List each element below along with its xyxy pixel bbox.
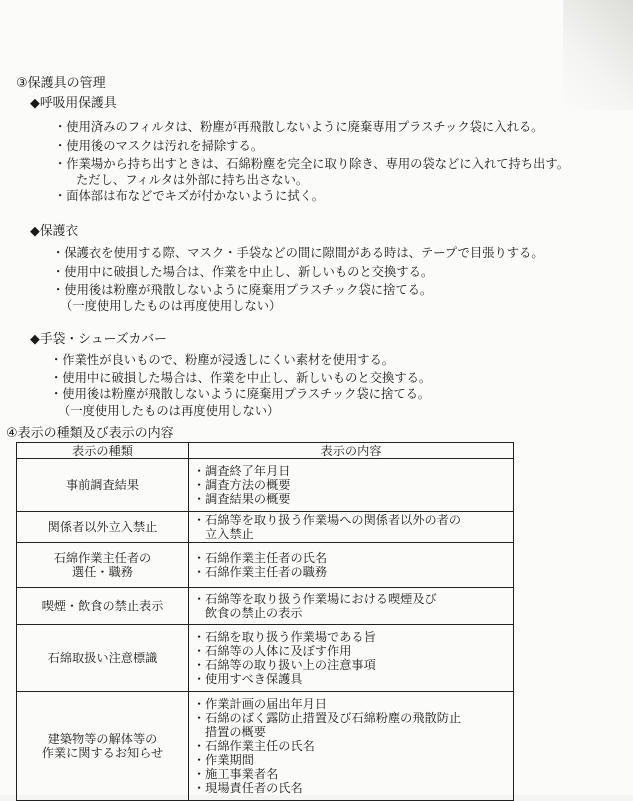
clothing-heading: ◆保護衣: [30, 224, 79, 239]
kind-text: 作業に関するお知らせ: [41, 746, 164, 760]
row-content: [189, 512, 514, 543]
table-row: [17, 512, 514, 543]
respirator-heading: ◆呼吸用保護具: [30, 96, 117, 111]
clothing-item-4: （一度使用したものは再度使用しない）: [60, 299, 282, 313]
clothing-item-2: ・使用中に破損した場合は、作業を中止し、新しいものと交換する。: [52, 265, 434, 279]
table-row: [17, 543, 514, 588]
content-line: ・使用すべき保護具: [193, 672, 303, 686]
clothing-item-3: ・使用後は粉塵が飛散しないように廃棄用プラスチック袋に捨てる。: [52, 283, 433, 297]
content-line: ・調査結果の概要: [193, 492, 291, 506]
section-3-title: ③保護具の管理: [16, 76, 106, 91]
respirator-item-3: ・作業場から持ち出すときは、石綿粉塵を完全に取り除き、専用の袋などに入れて持ち出す。: [54, 157, 569, 171]
gloves-heading: ◆手袋・シューズカバー: [30, 332, 167, 347]
respirator-item-3-cont: ただし、フィルタは外部に持ち出さない。: [76, 173, 309, 187]
content-line: ・石綿等を取り扱う作業場における喫煙及び: [193, 592, 437, 606]
respirator-item-4: ・面体部は布などでキズが付かないように拭く。: [54, 189, 325, 203]
content-line: ・石綿作業主任者の氏名: [193, 551, 328, 565]
row-kind: [17, 588, 189, 625]
respirator-item-1: ・使用済みのフィルタは、粉塵が再飛散しないように廃棄専用プラスチック袋に入れる。: [54, 120, 544, 134]
content-line: ・調査終了年月日: [193, 464, 291, 478]
content-line: 措置の概要: [205, 725, 266, 739]
kind-text: 喫煙・飲食の禁止表示: [41, 599, 164, 613]
content-line: ・石綿等を取り扱う作業場への関係者以外の者の: [193, 513, 462, 527]
kind-text: 事前調査結果: [65, 478, 140, 492]
header-content: 表示の内容: [189, 443, 514, 459]
section-4-title: ④表示の種類及び表示の内容: [6, 426, 174, 441]
row-content: [189, 588, 514, 625]
clothing-item-1: ・保護衣を使用する際、マスク・手袋などの間に隙間がある時は、テープで目張りする。: [52, 246, 544, 260]
gloves-item-2: ・使用中に破損した場合は、作業を中止し、新しいものと交換する。: [50, 371, 432, 385]
row-kind: [17, 625, 189, 692]
table-row: [17, 459, 514, 512]
row-content: [189, 543, 514, 588]
row-content: [189, 692, 514, 801]
content-line: ・施工事業者名: [193, 767, 279, 781]
table-header-row: [17, 443, 514, 459]
content-line: ・石綿作業主任者の職務: [193, 565, 328, 579]
table-row: [17, 588, 514, 625]
content-line: 立入禁止: [205, 527, 254, 541]
content-line: 飲食の禁止の表示: [205, 606, 303, 620]
row-content: [189, 625, 514, 692]
gloves-item-4: （一度使用したものは再度使用しない）: [58, 404, 280, 418]
row-content: [189, 459, 514, 512]
content-line: ・調査方法の概要: [193, 478, 291, 492]
header-kind: 表示の種類: [17, 443, 189, 459]
row-kind: [17, 512, 189, 543]
table-row: [17, 692, 514, 801]
display-types-table: [16, 442, 514, 801]
content-line: ・石綿作業主任の氏名: [193, 739, 315, 753]
row-kind: [17, 459, 189, 512]
kind-text: 関係者以外立入禁止: [47, 520, 158, 534]
row-kind: [17, 543, 189, 588]
kind-text: 建築物等の解体等の: [47, 732, 158, 746]
content-line: ・石綿等の取り扱い上の注意事項: [193, 658, 376, 672]
gloves-item-1: ・作業性が良いもので、粉塵が浸透しにくい素材を使用する。: [50, 353, 395, 367]
table-row: [17, 625, 514, 692]
kind-text: 選任・職務: [72, 565, 133, 579]
content-line: ・石綿のばく露防止措置及び石綿粉塵の飛散防止: [193, 711, 462, 725]
row-kind: [17, 692, 189, 801]
content-line: ・作業計画の届出年月日: [193, 697, 328, 711]
page-corner-shadow: [563, 0, 633, 110]
kind-text: 石綿作業主任者の: [53, 551, 152, 565]
content-line: ・作業期間: [193, 753, 254, 767]
content-line: ・現場責任者の氏名: [193, 781, 303, 795]
respirator-item-2: ・使用後のマスクは汚れを掃除する。: [54, 139, 264, 153]
gloves-item-3: ・使用後は粉塵が飛散しないように廃棄用プラスチック袋に捨てる。: [50, 387, 431, 401]
content-line: ・石綿を取り扱う作業場である旨: [193, 630, 376, 644]
content-line: ・石綿等の人体に及ぼす作用: [193, 644, 352, 658]
kind-text: 石綿取扱い注意標識: [47, 651, 158, 665]
